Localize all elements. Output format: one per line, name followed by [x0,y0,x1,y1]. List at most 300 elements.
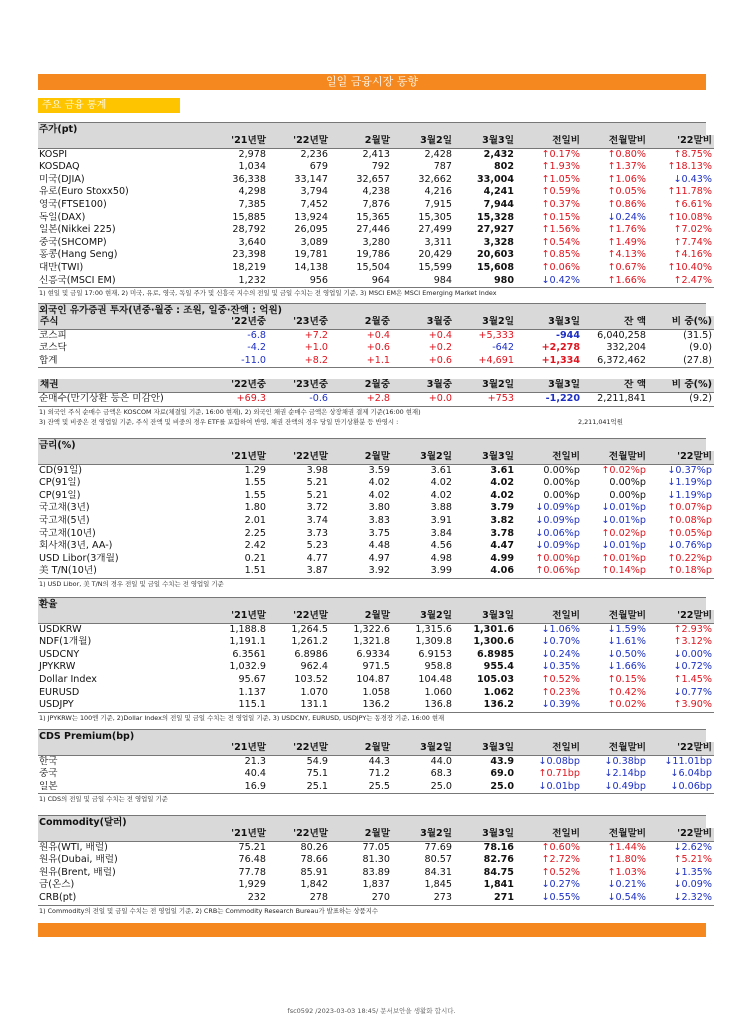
table-cell: 4.02 [490,477,514,489]
table-cell: ↑0.00%p [535,552,580,564]
column-header: 3월3일 [516,379,582,392]
table-cell: 964 [330,275,392,288]
table-cell: 4.98 [430,552,452,564]
column-header: 3월3일 [454,610,516,623]
table-cell: 1,929 [238,879,266,891]
column-header: 2월중 [330,379,392,392]
table-cell: 32,662 [418,173,452,185]
table-cell: ↑1.05% [541,173,580,185]
table-cell: ↓0.49bp [582,781,648,794]
table-cell: 25.0 [454,781,516,794]
table-cell: 6,372,462 [582,355,648,368]
table-cell: 28,792 [232,224,266,236]
table-cell: ↓1.06% [541,623,580,635]
column-header: 3월중 [392,316,454,329]
table-cell: USDKRW [39,623,82,635]
column-header: '22년말 [268,742,330,755]
rates-table [38,451,714,579]
table-cell: +1.0 [304,342,328,354]
table-cell: 한국 [39,755,58,767]
table-cell: 232 [206,892,268,905]
table-cell: 3,311 [424,236,452,248]
table-cell: 69.0 [490,768,514,780]
cds-table [38,742,714,794]
table-cell: 136.2 [330,699,392,712]
column-header: 3월2일 [392,610,454,623]
table-cell: ↓0.72% [673,661,712,673]
commodity-footnote: 1) Commodity의 전일 및 금일 수치는 전 영업일 기준, 2) CRB는 Commodity Research Bureau가 발표하는 상품지수 [39,906,379,915]
table-cell: 3.73 [306,527,328,539]
table-cell: 4,216 [424,186,452,198]
column-header: 전일비 [516,828,582,841]
table-cell: 958.8 [424,661,452,673]
table-cell: -642 [492,342,514,354]
table-cell: Dollar Index [39,673,97,685]
table-row [38,224,714,237]
table-cell: ↓6.04bp [670,768,712,780]
table-cell: 1,842 [300,879,328,891]
table-cell: ↓0.27% [541,879,580,891]
table-cell: 1.062 [483,686,514,698]
table-cell: 2.01 [244,514,266,526]
table-cell: 77.69 [424,841,452,853]
table-cell: 955.4 [483,661,514,673]
table-cell: 3.75 [368,527,390,539]
table-cell: ↓0.00% [673,648,712,660]
table-cell: ↓0.01%p [601,514,646,526]
table-cell: ↓2.32% [648,892,714,905]
foreign-title: 외국인 유가증권 투자(년중·월중 : 조원, 일중·잔액 : 억원) [38,303,706,316]
cds-footnote: 1) CDS의 전일 및 금일 수치는 전 영업일 기준 [39,795,168,804]
table-row [38,674,714,687]
table-row [38,649,714,662]
table-cell: 980 [454,275,516,288]
table-cell: 43.9 [490,755,514,767]
table-cell: 4.02 [430,489,452,501]
table-cell: 1.55 [244,477,266,489]
table-cell: 원유(Brent, 배럴) [39,866,116,878]
column-header: 2월말 [330,828,392,841]
table-cell: ↑0.85% [541,249,580,261]
table-cell: 1,261.2 [291,636,328,648]
table-cell: ↑0.80% [607,148,646,160]
table-row [38,540,714,553]
table-cell: 78.66 [300,854,328,866]
table-cell: ↓0.55% [516,892,582,905]
table-cell: 25.0 [392,781,454,794]
foreign-footnote-2 [38,417,706,427]
table-cell: CD(91일) [39,464,83,476]
table-cell: 792 [371,161,390,173]
table-cell: ↑4.13% [607,249,646,261]
table-cell: 6.8986 [294,648,328,660]
table-row [38,186,714,199]
table-row [38,553,714,566]
table-cell: +8.2 [268,355,330,368]
fx-footnote: 1) JPYKRW는 100엔 기준, 2)Dollar Index의 전일 및 금일 수치는 전 영업일 기준, 3) USDCNY, EURUSD, USDJPY는 동경장 기준, 16:00 현재 [39,713,445,722]
table-cell: 270 [330,892,392,905]
table-cell: ↑0.08%p [667,514,712,526]
column-header: 채권 [38,379,206,392]
table-cell: ↑1.45% [673,673,712,685]
table-cell: NDF(1개월) [39,636,92,648]
table-row [38,661,714,674]
footer: fsc0592 /2023-03-03 18:45/ 문서보안을 생활화 합시다. [287,1007,456,1015]
table-cell: 4.77 [306,552,328,564]
table-cell: KOSDAQ [39,161,80,173]
table-cell: 코스피 [39,329,67,341]
column-header: 2월말 [330,451,392,464]
table-cell: 962.4 [300,661,328,673]
table-cell: 77.78 [238,866,266,878]
table-cell: 76.48 [238,854,266,866]
table-cell: 19,781 [294,249,328,261]
table-cell: 1.060 [424,686,452,698]
table-cell: 1,322.6 [353,623,390,635]
table-cell: 3.61 [430,464,452,476]
table-cell: ↑6.61% [673,198,712,210]
column-header: 3월3일 [454,742,516,755]
table-cell: ↑0.52% [541,866,580,878]
table-cell: 115.1 [206,699,268,712]
fx-title: 환율 [38,597,706,610]
table-cell: 중국(SHCOMP) [39,236,107,248]
table-cell: ↑0.54% [541,236,580,248]
foreign-bond-table [38,379,714,406]
table-cell: (31.5) [683,329,712,341]
table-cell: 23,398 [232,249,266,261]
table-cell: 75.1 [306,768,328,780]
column-header: '22년말 [268,610,330,623]
table-cell: 3.78 [490,527,514,539]
table-cell: ↑1.49% [607,236,646,248]
table-cell: 3.83 [368,514,390,526]
table-cell: 1,309.8 [415,636,452,648]
table-cell: 20,429 [418,249,452,261]
table-cell: ↓0.39% [516,699,582,712]
table-cell: ↑1.03% [607,866,646,878]
table-cell: 4.02 [368,477,390,489]
table-cell: 802 [493,161,514,173]
table-cell: ↓0.09%p [535,540,580,552]
table-cell: 2,211,841 [582,392,648,406]
table-cell: 2,428 [424,148,452,160]
table-cell: 4,298 [238,186,266,198]
table-cell: 44.3 [368,755,390,767]
table-cell: 33,004 [476,173,514,185]
table-cell: 5.21 [306,489,328,501]
column-header: 전월말비 [582,451,648,464]
table-cell: ↑10.08% [667,211,712,223]
table-cell: 2,236 [300,148,328,160]
table-cell: 5.23 [306,540,328,552]
table-row [38,464,714,477]
table-cell: 15,365 [356,211,390,223]
table-cell: +1.1 [330,355,392,368]
table-cell: 105.03 [476,673,514,685]
table-cell: +2.8 [330,392,392,406]
table-cell: 32,657 [356,173,390,185]
table-cell: 25.5 [330,781,392,794]
table-row [38,490,714,503]
table-cell: 0.00%p [609,477,646,489]
table-cell: ↓0.37%p [667,464,712,476]
stock-title: 주가(pt) [38,122,706,135]
table-cell: 278 [268,892,330,905]
table-cell: 104.48 [418,673,452,685]
column-header: '22말비 [648,135,714,148]
table-cell: 5.21 [306,477,328,489]
table-cell: 956 [268,275,330,288]
table-row [38,841,714,854]
column-header [38,828,206,841]
table-cell: ↑0.05% [607,186,646,198]
column-header: '22말비 [648,610,714,623]
table-cell: ↑7.74% [673,236,712,248]
table-cell: ↑11.78% [667,186,712,198]
table-cell: +4,691 [454,355,516,368]
table-cell: -11.0 [206,355,268,368]
column-header: '22년말 [268,451,330,464]
column-header: 3월2일 [392,742,454,755]
table-cell: 3.84 [430,527,452,539]
table-cell: 영국(FTSE100) [39,198,107,210]
table-cell: ↑0.02%p [601,464,646,476]
column-header: 전월말비 [582,135,648,148]
table-cell: 1,841 [483,879,514,891]
column-header: 전월말비 [582,742,648,755]
table-cell: ↑0.60% [541,841,580,853]
table-cell: 71.2 [368,768,390,780]
table-cell: ↑1.56% [541,224,580,236]
table-cell: 16.9 [206,781,268,794]
table-cell: 15,305 [418,211,452,223]
column-header: 잔 액 [582,316,648,329]
table-cell: 홍콩(Hang Seng) [39,249,118,261]
column-header: 주식 [38,316,206,329]
foreign-stock-table [38,316,714,368]
table-cell: ↑4.16% [673,249,712,261]
table-row [38,174,714,187]
table-row [38,161,714,174]
table-cell: 1,188.8 [229,623,266,635]
table-cell: 6.9334 [356,648,390,660]
table-cell: KOSPI [39,148,68,160]
column-header: '21년말 [206,451,268,464]
column-header: '21년말 [206,135,268,148]
table-cell: ↑0.71bp [538,768,580,780]
table-cell: ↓0.70% [541,636,580,648]
table-cell: 7,944 [483,198,514,210]
table-cell: 3.79 [490,502,514,514]
table-cell: 0.00%p [543,464,580,476]
table-cell: 국고채(5년) [39,514,90,526]
table-cell: 6,040,258 [597,329,646,341]
table-cell: 13,924 [294,211,328,223]
table-cell: 984 [392,275,454,288]
table-cell: 27,927 [476,224,514,236]
table-cell: ↓0.42% [516,275,582,288]
table-cell: +1,334 [516,355,582,368]
table-cell: 1,315.6 [415,623,452,635]
table-cell: ↑5.21% [673,854,712,866]
table-cell: ↓11.01bp [664,755,712,767]
commodity-title: Commodity(달러) [38,815,706,828]
table-cell: 1,191.1 [229,636,266,648]
table-cell: ↓1.61% [607,636,646,648]
table-cell: ↑2.47% [648,275,714,288]
table-cell: 3,794 [300,186,328,198]
column-header: 3월3일 [454,828,516,841]
table-cell: 중국 [39,768,58,780]
table-cell: 15,608 [476,261,514,273]
table-cell: 14,138 [294,261,328,273]
table-cell: 25.1 [268,781,330,794]
table-cell: ↑0.07%p [667,502,712,514]
table-cell: 4.56 [430,540,452,552]
table-cell: +2,278 [541,342,580,354]
table-cell: 21.3 [244,755,266,767]
table-cell: 131.1 [268,699,330,712]
report-title: 일일 금융시장 동향 [38,74,706,90]
column-header: '22말비 [648,451,714,464]
table-cell: 3.92 [330,565,392,578]
table-cell: 독일(DAX) [39,211,86,223]
table-row [38,636,714,649]
column-header [38,451,206,464]
table-cell: ↑0.14%p [582,565,648,578]
column-header: 전일비 [516,451,582,464]
table-cell: ↑1.37% [607,161,646,173]
column-header [38,742,206,755]
table-cell: 4.02 [430,477,452,489]
table-row [38,892,714,905]
column-header: 2월말 [330,742,392,755]
table-cell: 273 [392,892,454,905]
foreign-footnote-2-text: 3) 잔액 및 비중은 전 영업일 기준, 주식 잔액 및 비중의 경우 ETF를 포함하여 반영, 채권 잔액의 경우 당일 만기상환분 등 반영시 : [39,417,399,426]
section-badge: 주요 금융 통계 [38,98,180,113]
table-cell: 136.2 [454,699,516,712]
table-cell: ↓0.01%p [601,502,646,514]
table-cell: 80.26 [300,841,328,853]
table-cell: 3.80 [368,502,390,514]
table-cell: +0.6 [366,342,390,354]
table-cell: 787 [433,161,452,173]
table-cell: ↓0.24% [541,648,580,660]
table-cell: 2.42 [244,540,266,552]
table-cell: 국고채(3년) [39,502,90,514]
table-cell: 20,603 [476,249,514,261]
table-cell: ↓0.09%p [535,514,580,526]
table-cell: USDJPY [38,699,206,712]
column-header: 3월중 [392,379,454,392]
table-cell: 1.137 [238,686,266,698]
table-cell: CRB(pt) [38,892,206,905]
table-cell: USDCNY [39,648,80,660]
table-cell: ↓0.01%p [601,540,646,552]
stock-table [38,135,714,288]
column-header: 잔 액 [582,379,648,392]
table-row [38,275,714,288]
table-cell: 4.99 [490,552,514,564]
commodity-section [38,815,712,916]
column-header: '22말비 [648,828,714,841]
column-header: '22년말 [268,135,330,148]
table-row [38,687,714,700]
table-cell: ↓1.66% [607,661,646,673]
cds-section [38,729,712,804]
table-cell: (9.2) [648,392,714,406]
fx-table [38,610,714,713]
table-cell: +69.3 [206,392,268,406]
table-cell: 국고채(10년) [39,527,96,539]
table-cell: ↓0.06%p [535,527,580,539]
table-cell: ↑0.17% [541,148,580,160]
table-cell: 84.31 [424,866,452,878]
table-row [38,199,714,212]
table-cell: ↓0.43% [673,173,712,185]
table-cell: EURUSD [39,686,80,698]
table-cell: 80.57 [424,854,452,866]
table-cell: ↓0.24% [607,211,646,223]
table-cell: 3.59 [368,464,390,476]
table-cell: ↓0.35% [541,661,580,673]
column-header: 3월2일 [392,828,454,841]
table-cell: 대만(TWI) [39,261,84,273]
table-cell: -944 [555,329,580,341]
table-cell: 코스닥 [39,342,67,354]
table-cell: 1,321.8 [353,636,390,648]
table-cell: 44.0 [430,755,452,767]
table-cell: ↑0.86% [607,198,646,210]
table-row [38,237,714,250]
table-cell: 83.89 [362,866,390,878]
table-cell: ↑1.06% [607,173,646,185]
table-cell: ↑18.13% [667,161,712,173]
table-cell: ↑2.93% [673,623,712,635]
table-cell: 일본(Nikkei 225) [39,224,116,236]
table-cell: 332,204 [606,342,646,354]
table-cell: ↓2.62% [673,841,712,853]
table-cell: 미국(DJIA) [39,173,85,185]
bottom-bar [38,923,706,937]
table-cell: 3,089 [300,236,328,248]
table-cell: ↑1.66% [582,275,648,288]
table-cell: 합계 [38,355,206,368]
table-cell: 0.00%p [543,489,580,501]
table-cell: 33,147 [294,173,328,185]
table-cell: 유로(Euro Stoxx50) [39,186,129,198]
table-cell: 18,219 [232,261,266,273]
table-cell: ↑2.72% [541,854,580,866]
table-cell: ↓0.50% [607,648,646,660]
table-cell: ↑0.23% [541,686,580,698]
column-header: 2월말 [330,135,392,148]
column-header: '21년말 [206,742,268,755]
table-cell: ↓2.14bp [604,768,646,780]
table-cell: 19,786 [356,249,390,261]
table-cell: 1,837 [362,879,390,891]
table-cell: 6.9153 [418,648,452,660]
table-cell: 신흥국(MSCI EM) [38,275,206,288]
table-cell: ↑0.52% [541,673,580,685]
table-cell: ↑0.15% [541,211,580,223]
table-cell: 1.058 [362,686,390,698]
table-row [38,768,714,781]
column-header: 2월중 [330,316,392,329]
table-cell: 1,845 [424,879,452,891]
table-row [38,867,714,880]
